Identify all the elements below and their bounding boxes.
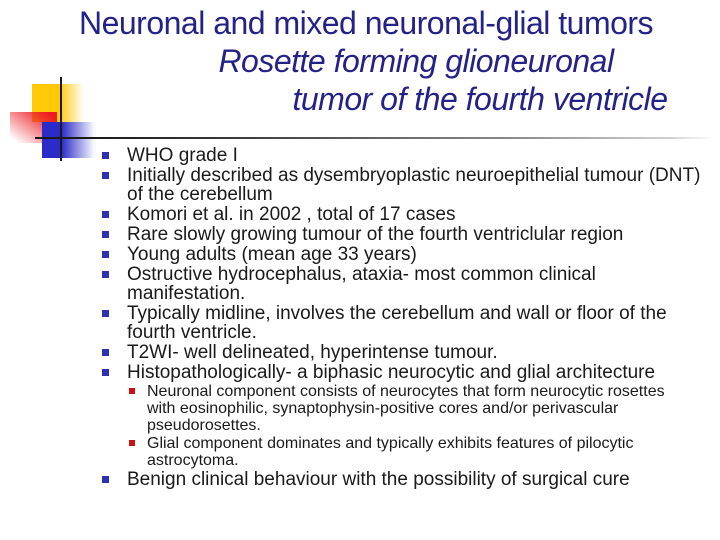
- bullet-square-icon: [102, 310, 109, 317]
- bullet-square-icon: [102, 349, 109, 356]
- slide-title: [0, 4, 720, 118]
- bullet-text: Glial component dominates and typically exhibits features of pilocytic astrocytoma.: [147, 435, 634, 469]
- bullet-list: [102, 146, 703, 490]
- bullet-text: Rare slowly growing tumour of the fourth ventriclular region: [127, 224, 624, 245]
- sub-bullet-item: [129, 383, 690, 434]
- bullet-square-icon: [102, 231, 109, 238]
- bullet-item: [102, 225, 703, 244]
- bullet-text: Histopathologically- a biphasic neurocytic and glial architecture: [127, 362, 656, 383]
- bullet-square-icon: [102, 271, 109, 278]
- bullet-square-icon: [102, 211, 109, 218]
- bullet-square-icon: [102, 251, 109, 258]
- bullet-text: Ostructive hydrocephalus, ataxia- most common clinical manifestation.: [127, 264, 596, 304]
- bullet-text: Benign clinical behaviour with the possibility of surgical cure: [127, 469, 630, 490]
- bullet-item: [102, 363, 703, 382]
- bullet-item: [102, 205, 703, 224]
- bullet-text: Komori et al. in 2002 , total of 17 cases: [127, 204, 456, 225]
- bullet-text: WHO grade I: [127, 145, 238, 166]
- sub-bullet-item: [129, 435, 690, 469]
- bullet-item: [102, 166, 703, 204]
- sub-bullet-square-icon: [129, 388, 135, 394]
- bullet-item: [102, 245, 703, 264]
- sub-bullet-square-icon: [129, 440, 135, 446]
- bullet-item: [102, 343, 703, 362]
- slide-title-line1: Neuronal and mixed neuronal-glial tumors: [78, 5, 654, 41]
- bullet-text: Neuronal component consists of neurocytes that form neurocytic rosettes with eosinophilic, synaptophysin-positive cores and/or perivascular pseudorosettes.: [147, 383, 665, 434]
- bullet-text: Typically midline, involves the cerebellum and wall or floor of the fourth ventricle.: [127, 303, 667, 343]
- slide-title-line2: Rosette forming glioneuronal: [218, 43, 614, 79]
- bullet-item: [102, 470, 703, 489]
- deco-vertical-line: [60, 77, 62, 161]
- bullet-square-icon: [102, 476, 109, 483]
- bullet-square-icon: [102, 152, 109, 159]
- bullet-text: Initially described as dysembryoplastic neuroepithelial tumour (DNT) of the cerebellum: [127, 165, 701, 205]
- bullet-square-icon: [102, 369, 109, 376]
- bullet-item: [102, 146, 703, 165]
- bullet-item: [102, 265, 703, 303]
- bullet-text: Young adults (mean age 33 years): [127, 244, 417, 265]
- slide-title-line3: tumor of the fourth ventricle: [292, 81, 668, 117]
- bullet-item: [102, 304, 703, 342]
- bullet-square-icon: [102, 172, 109, 179]
- deco-blue-square: [42, 122, 96, 158]
- bullet-text: T2WI- well delineated, hyperintense tumour.: [127, 342, 498, 363]
- title-divider-line: [35, 137, 715, 139]
